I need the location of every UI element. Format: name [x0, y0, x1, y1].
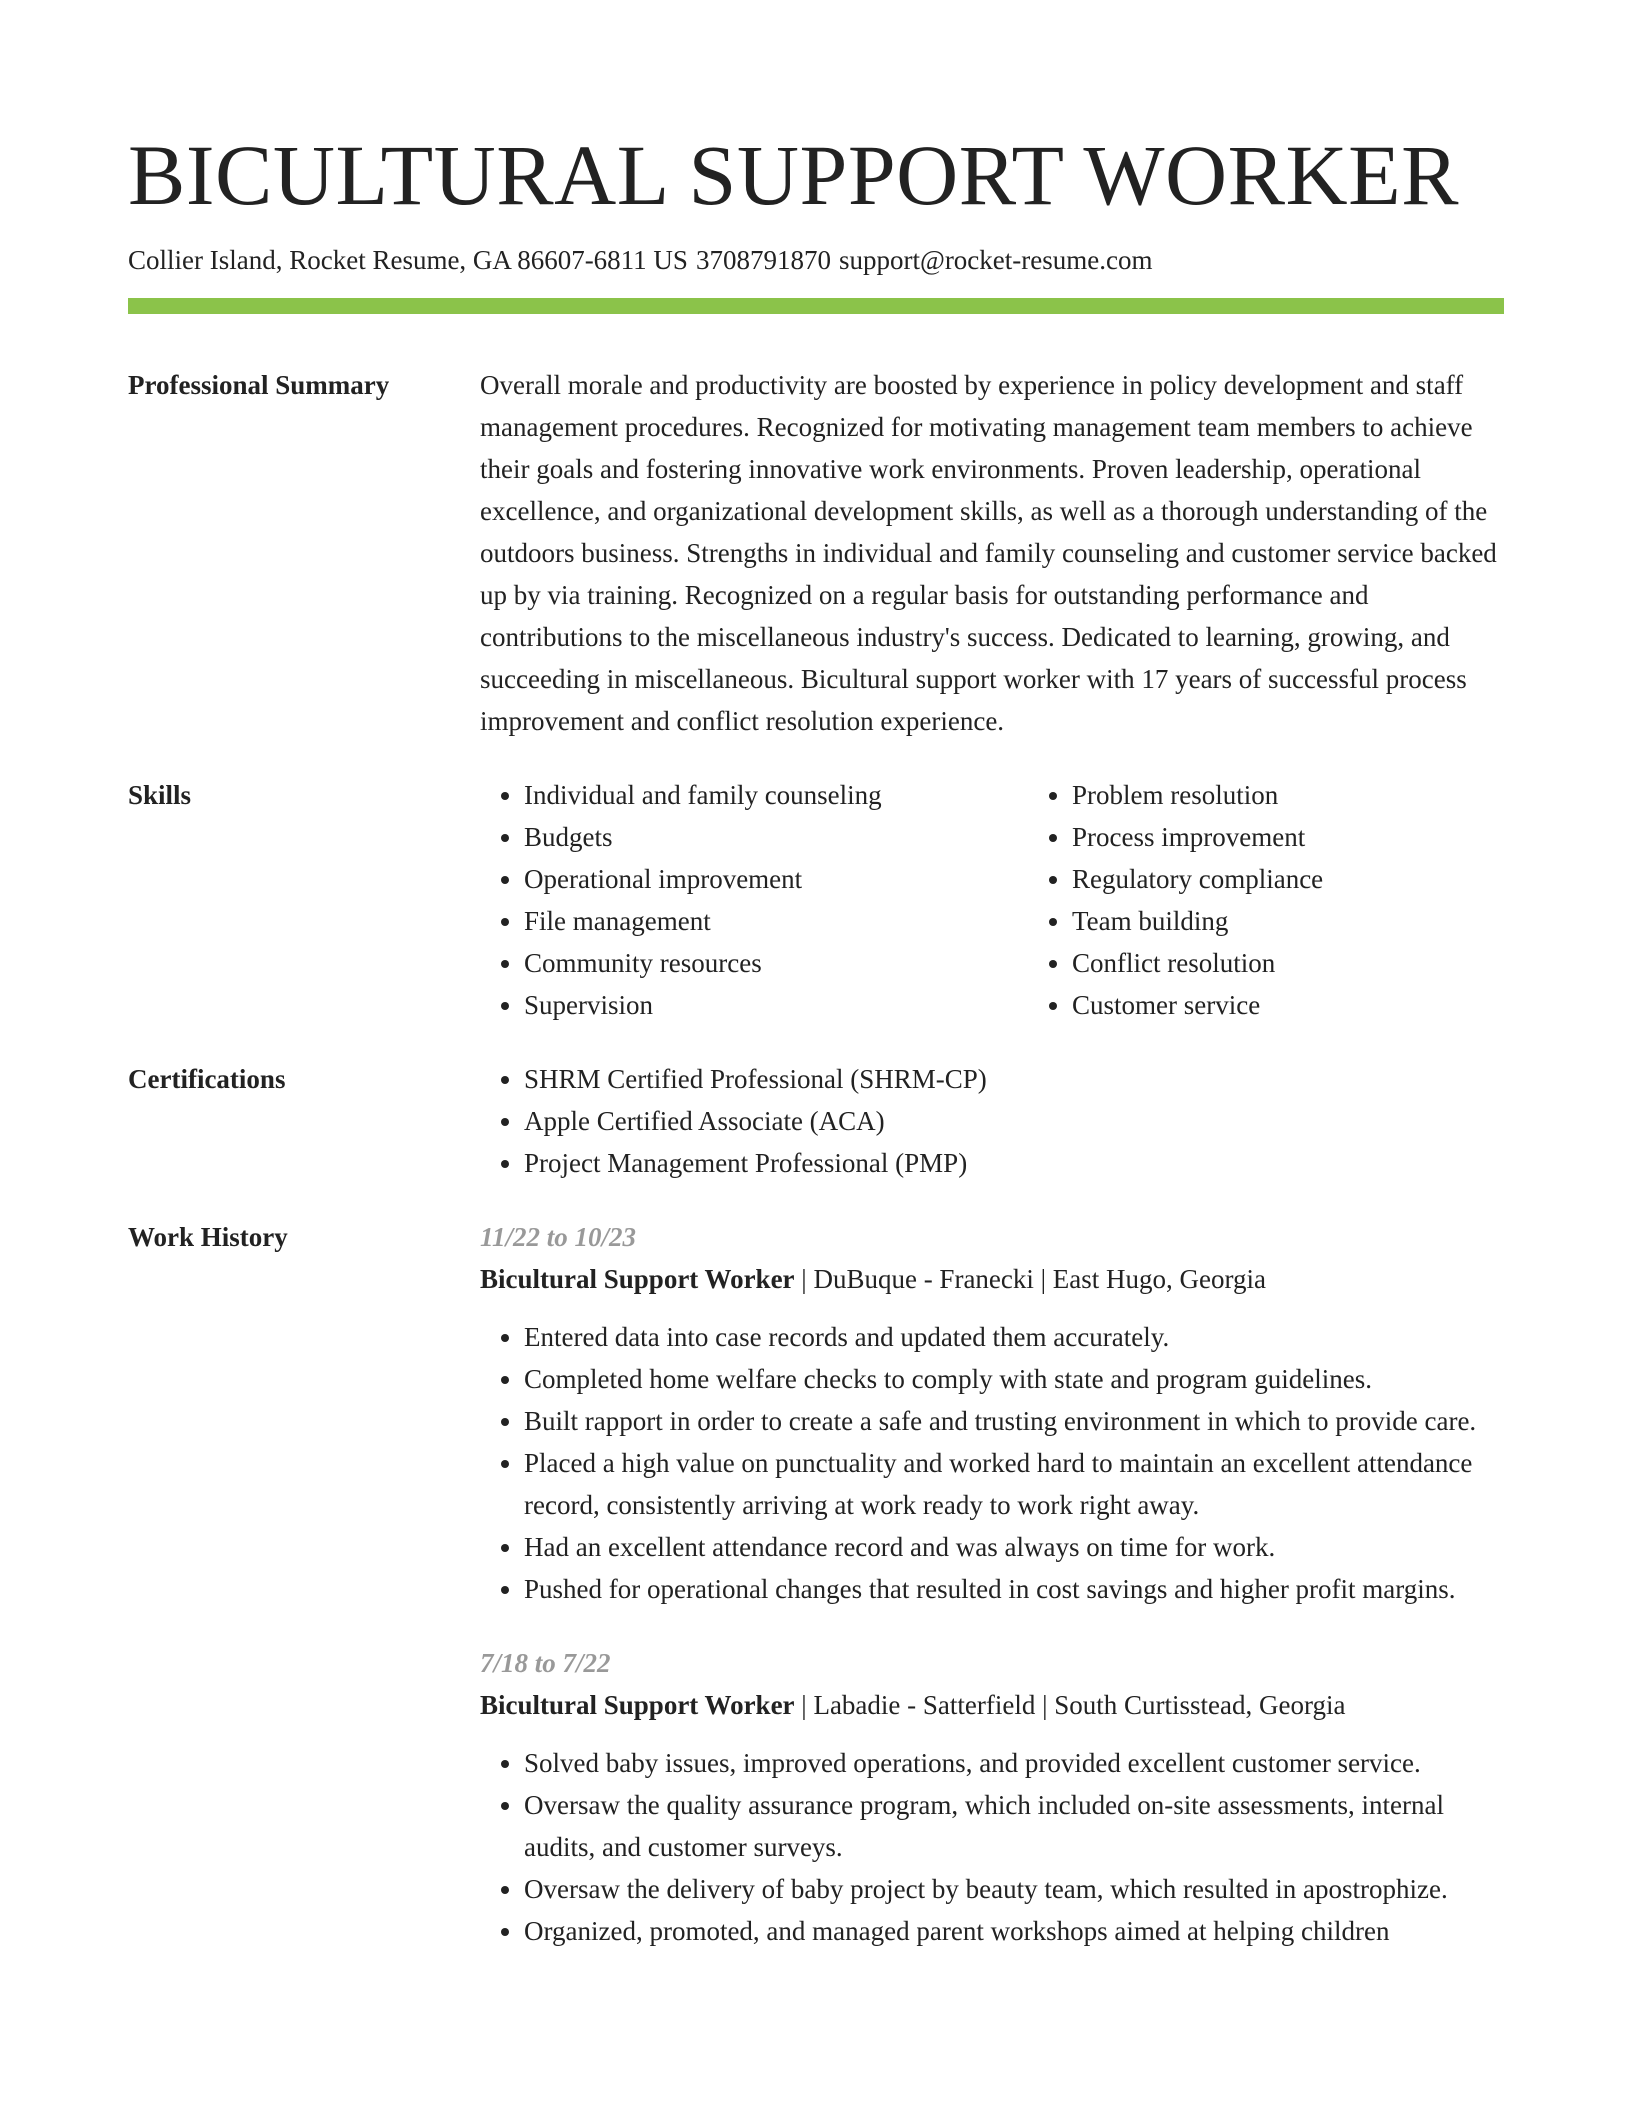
skill-item: • Operational improvement — [524, 858, 1028, 900]
header-divider — [128, 298, 1504, 314]
skill-item: • Customer service — [1072, 984, 1323, 1026]
skill-item: • Budgets — [524, 816, 1028, 858]
job-title: Bicultural Support Worker — [480, 1690, 795, 1721]
job-bullet: • Entered data into case records and updated them accurately. — [524, 1316, 1504, 1358]
section-label-work-history: Work History — [128, 1222, 288, 1253]
job-bullet: • Completed home welfare checks to comply with state and program guidelines. — [524, 1358, 1504, 1400]
section-summary — [128, 364, 1504, 742]
skills-list-right — [1028, 774, 1323, 1026]
section-label-certifications: Certifications — [128, 1064, 286, 1095]
job-bullets — [480, 1316, 1504, 1610]
certification-item: • Project Management Professional (PMP) — [524, 1142, 1504, 1184]
job-details: | DuBuque - Franecki | East Hugo, Georgia — [794, 1264, 1267, 1295]
certification-item: • SHRM Certified Professional (SHRM-CP) — [524, 1058, 1504, 1100]
section-skills — [128, 774, 1504, 1026]
skill-item: • Individual and family counseling — [524, 774, 1028, 816]
job-bullet: • Placed a high value on punctuality and worked hard to maintain an excellent attendance record, consistently arriving at work ready to work right away. — [524, 1442, 1504, 1526]
skill-item: • Supervision — [524, 984, 1028, 1026]
skill-item: • Community resources — [524, 942, 1028, 984]
job-bullet: • Built rapport in order to create a safe and trusting environment in which to provide care. — [524, 1400, 1504, 1442]
work-history-body — [480, 1216, 1504, 1952]
skill-item: • Process improvement — [1072, 816, 1323, 858]
job-header — [480, 1684, 1504, 1726]
section-label-skills: Skills — [128, 780, 192, 811]
job-bullet: • Pushed for operational changes that resulted in cost savings and higher profit margins. — [524, 1568, 1504, 1610]
job-bullet: • Oversaw the delivery of baby project by beauty team, which resulted in apostrophize. — [524, 1868, 1504, 1910]
job-bullets — [480, 1742, 1504, 1952]
job-bullet: • Solved baby issues, improved operations, and provided excellent customer service. — [524, 1742, 1504, 1784]
job-bullet: • Had an excellent attendance record and was always on time for work. — [524, 1526, 1504, 1568]
job-bullet: • Organized, promoted, and managed parent workshops aimed at helping children — [524, 1910, 1504, 1952]
job-entry — [480, 1642, 1504, 1952]
skill-item: • File management — [524, 900, 1028, 942]
job-header — [480, 1258, 1504, 1300]
summary-body — [480, 364, 1504, 742]
skill-item: • Conflict resolution — [1072, 942, 1323, 984]
skills-grid — [480, 774, 1504, 1026]
job-entry — [480, 1216, 1504, 1610]
contact-address: Collier Island, Rocket Resume, GA 86607-6811 US — [128, 245, 688, 275]
certifications-list — [480, 1058, 1504, 1184]
job-bullet: • Oversaw the quality assurance program, which included on-site assessments, internal audits, and customer surveys. — [524, 1784, 1504, 1868]
contact-email: support@rocket-resume.com — [838, 245, 1153, 275]
resume-name: BICULTURAL SUPPORT WORKER — [128, 127, 1460, 223]
contact-line — [128, 244, 1504, 276]
job-title: Bicultural Support Worker — [480, 1264, 795, 1295]
skills-list-left — [480, 774, 1028, 1026]
section-label-summary: Professional Summary — [128, 370, 390, 401]
skill-item: • Regulatory compliance — [1072, 858, 1323, 900]
section-work-history — [128, 1216, 1504, 1952]
skill-item: • Problem resolution — [1072, 774, 1323, 816]
certifications-body — [480, 1058, 1504, 1184]
contact-phone: 3708791870 — [695, 245, 831, 275]
section-certifications — [128, 1058, 1504, 1184]
skill-item: • Team building — [1072, 900, 1323, 942]
job-details: | Labadie - Satterfield | South Curtisstead, Georgia — [794, 1690, 1346, 1721]
summary-text: Overall morale and productivity are boosted by experience in policy development and staff management procedures. Recognized for motivating management team members to achieve their goals and fostering innovative work environments. Proven leadership, operational excellence, and organizational development skills, as well as a thorough understanding of the outdoors business. Strengths in individual and family counseling and customer service backed up by via training. Recognized on a regular basis for outstanding performance and contributions to the miscellaneous industry's success. Dedicated to learning, growing, and succeeding in miscellaneous. Bicultural support worker with 17 years of successful process improvement and conflict resolution experience. — [480, 370, 1497, 737]
job-dates: 11/22 to 10/23 — [480, 1222, 637, 1253]
certification-item: • Apple Certified Associate (ACA) — [524, 1100, 1504, 1142]
job-dates: 7/18 to 7/22 — [480, 1648, 611, 1679]
